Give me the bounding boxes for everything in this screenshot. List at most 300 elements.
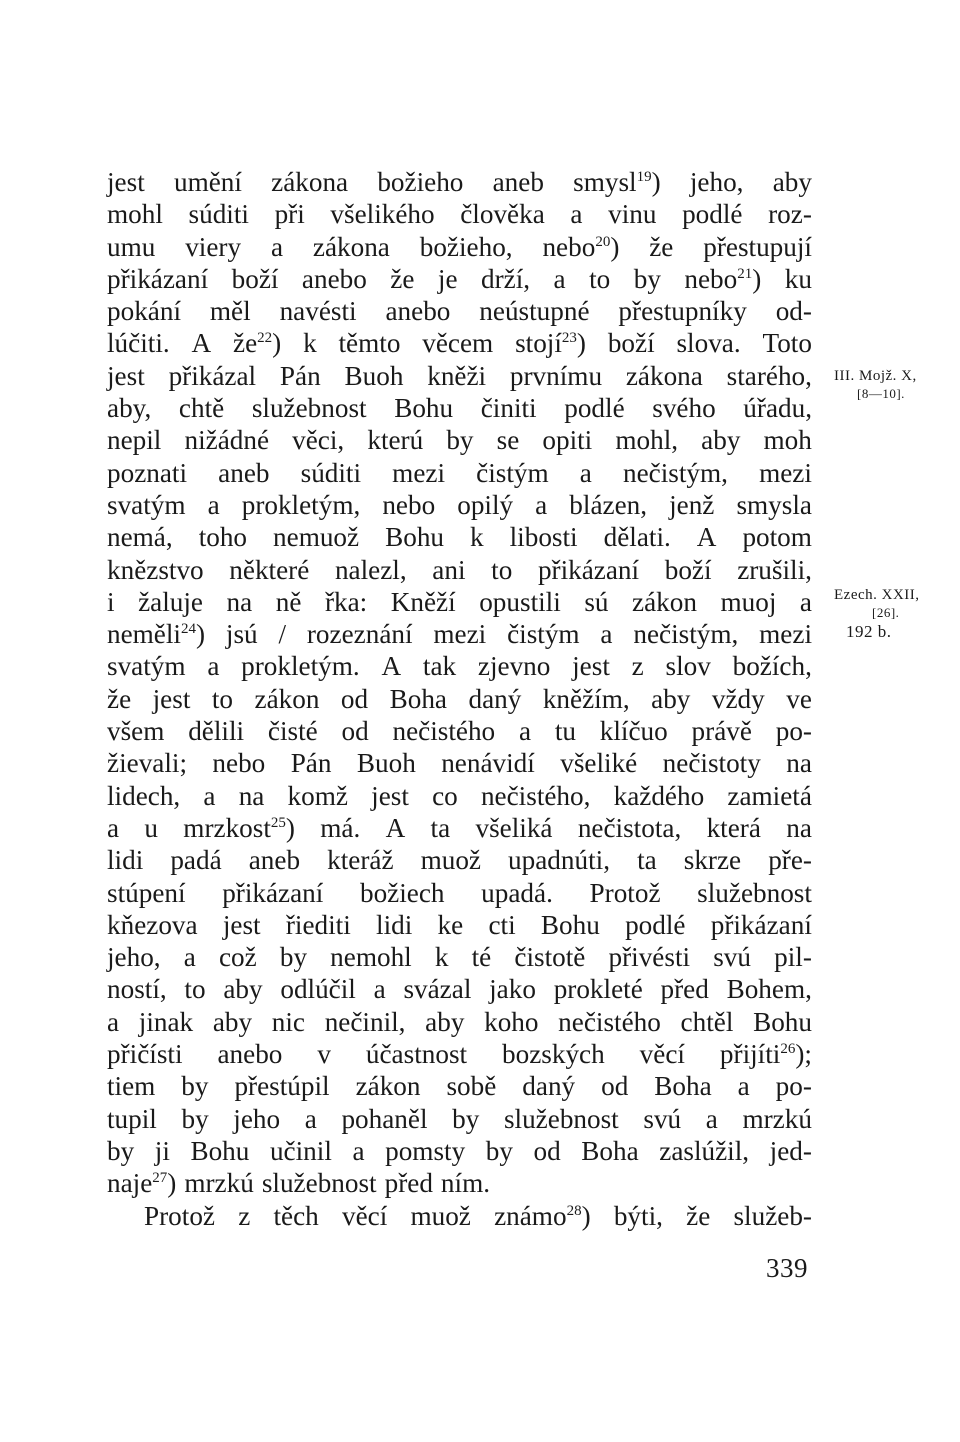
text-line [107,812,812,844]
word: řka: [324,586,368,617]
word: kňezova [107,909,198,940]
word: cti [488,909,516,940]
word: kterú [367,425,424,456]
text-line [107,747,812,779]
word: a [553,263,566,294]
word: stúpení [107,877,186,908]
word: by [485,1135,513,1166]
word: kněži [427,360,487,391]
word: boží [231,263,279,294]
word: opiti [542,425,593,456]
word: sú [584,586,609,617]
word: Boha [654,1071,712,1102]
text-line [107,231,812,263]
word: opustili [479,586,561,617]
word: ve [786,683,812,714]
text-line [107,715,812,747]
word: Bohem, [726,974,812,1005]
text-line [107,683,812,715]
word: a [535,489,548,520]
word: ke [437,909,464,940]
margin-note-main: 192 b. [846,622,892,641]
word: od [340,683,369,714]
word: od [601,1071,629,1102]
word: odlúčil [280,974,356,1005]
word: nečistého [558,1006,661,1037]
word: pře- [768,845,812,876]
word: naje$^{27}$) [107,1168,177,1199]
word: to [211,683,234,714]
word: opilý [457,489,514,520]
text-line [107,327,812,359]
word: božieho [377,167,464,197]
word: pomsty [385,1135,466,1166]
word: mrzkost$^{25}$) [183,812,295,843]
body-text [107,166,812,1232]
text-line [107,844,812,876]
word: Bohu [753,1006,812,1037]
word: mrzkú [184,1168,254,1199]
word: navésti [279,296,357,327]
word: by [446,425,474,456]
word: neústupné [479,296,590,327]
word: má. [320,812,361,843]
word: Protož [144,1200,215,1231]
word: jeho, [107,942,161,973]
word: od [533,1135,561,1166]
word: přivésti [608,942,691,973]
word: upadnúti, [508,845,610,876]
text-line [107,586,812,618]
word: Protož [589,877,661,908]
word: všem [107,716,165,747]
word: řiediti [285,909,351,940]
word: všeliká [475,812,553,843]
word: jinak [138,1006,194,1037]
word: ně [275,586,302,617]
word: to [589,263,611,294]
word: po- [775,716,812,747]
word: služebnost [251,393,367,424]
word: k [303,328,317,359]
word: jest [107,360,145,391]
word: roz- [768,199,812,230]
word: drží, [481,263,531,294]
word: a [207,651,220,682]
word: anebo [217,1039,283,1070]
word: Bohu [190,1135,250,1166]
word: a [183,942,196,973]
word: by [452,1103,480,1134]
word: súditi [300,457,362,488]
word: blázen, [569,489,648,520]
text-line [107,941,812,973]
word: A [385,812,406,843]
word: zákona [312,231,390,262]
word: slova. [676,328,741,359]
word: nečistého, [480,780,591,811]
word: zrušili, [737,554,812,585]
word: stojí$^{23}$) [515,328,586,359]
word: mezi [759,619,812,650]
word: čistotě [514,942,586,973]
text-line [107,489,812,521]
word: po- [775,1071,812,1102]
word: tak [422,651,457,682]
word: k [470,522,484,553]
word: aby [772,167,812,197]
word: nečistota, [577,812,682,843]
word: čisté [267,716,318,747]
word: nemohl [330,942,412,973]
word: lidi [107,845,144,876]
word: anebo [301,263,367,294]
word: a [600,619,613,650]
word: nic [271,1006,305,1037]
word: účastnost [365,1039,468,1070]
word: jsú [225,619,258,650]
word: jenž [669,489,715,520]
text-line [107,1167,812,1199]
word: nemá, [107,522,173,553]
word: Kněží [390,586,456,617]
word: zákona [625,360,703,391]
word: jest [222,909,261,940]
word: a [373,974,386,1005]
text-line [107,295,812,327]
word: to [184,974,206,1005]
word: boží [607,328,655,359]
word: těch [273,1200,319,1231]
word: co [432,780,458,811]
word: upadá. [481,877,553,908]
word: Bohu [385,522,445,553]
word: neměli$^{24}$) [107,619,206,650]
word: aneb [492,167,544,197]
word: že [649,231,674,262]
text-line [107,1070,812,1102]
word: umění [173,167,242,197]
word: prvnímu [509,360,603,391]
margin-note-main: III. Mojž. X, [834,368,917,384]
word: se [496,425,520,456]
word: jest [572,651,610,682]
word: prokletým, [241,489,361,520]
word: pil- [774,942,812,973]
word: vždy [711,683,765,714]
text-line [107,1200,812,1232]
word: a [107,812,120,843]
word: nečinil, [324,1006,406,1037]
word: moh [763,425,812,456]
word: aby [651,683,691,714]
word: lidi [376,909,413,940]
word: žievali; [107,748,188,779]
word: anebo [385,296,451,327]
word: ností, [107,974,167,1005]
word: zjevno [477,651,551,682]
word: a [579,457,592,488]
word: ku [784,263,812,294]
word: úřadu, [743,393,812,424]
word: při [274,199,305,230]
word: a [203,780,216,811]
word: Toto [762,328,812,359]
word: lúčiti. [107,328,170,359]
word: známo$^{28}$) [494,1200,591,1231]
word: Buoh [356,748,416,779]
word: k [434,942,449,973]
word: učinil [269,1135,332,1166]
word: nečistého [392,716,496,747]
word: nebo$^{21}$) [684,263,762,294]
text-line [107,457,812,489]
margin-note-reference [834,367,917,403]
word: božieho, [419,231,513,262]
text-line [107,1038,812,1070]
word: na [226,586,253,617]
word: na [786,812,812,843]
text-line [107,424,812,456]
word: těmto [338,328,401,359]
word: nečistým, [633,619,739,650]
word: božiech [359,877,445,908]
word: podlé [564,393,625,424]
word: mohl [107,199,163,230]
margin-note-folio [846,623,892,641]
text-line [107,877,812,909]
word: jed- [769,1135,812,1166]
word: i [107,586,115,617]
word: aby [212,1006,253,1037]
word: jest [107,167,145,197]
word: prokleté [553,974,643,1005]
text-line [107,780,812,812]
word: zákon [254,683,320,714]
text-line [107,392,812,424]
word: klíčuo [599,716,668,747]
word: jest [371,780,409,811]
word: súditi [188,199,249,230]
word: a [705,1103,718,1134]
word: Pán [279,360,321,391]
word: Bohu [540,909,600,940]
word: podlé [682,199,743,230]
word: služebnost [503,1103,619,1134]
word: Boha [581,1135,639,1166]
text-line [107,1135,812,1167]
word: přikázaní [107,263,209,294]
word: že [390,263,415,294]
word: je [437,263,458,294]
word: věcí [341,1200,388,1231]
word: pokání [107,296,181,327]
word: býti, [613,1200,663,1231]
word: koho [484,1006,539,1037]
word: by [633,263,661,294]
text-line [107,263,812,295]
word: to [491,554,513,585]
word: služebnost [261,1168,377,1199]
word: že [686,1200,711,1231]
word: nečistým, [622,457,728,488]
word: nepil [107,425,162,456]
word: té [471,942,492,973]
word: přestúpil [234,1071,330,1102]
word: služebnost [697,877,812,908]
word: přikázaní [222,877,324,908]
word: A [381,651,402,682]
word: muoj [720,586,777,617]
word: božích, [732,651,812,682]
word: skrze [683,845,742,876]
word: přikázaní [537,554,640,585]
word: a [207,489,220,520]
word: by [279,942,308,973]
word: by [181,1071,209,1102]
word: věci, [292,425,345,456]
word: komž [287,780,348,811]
word: pohaněl [341,1103,428,1134]
word: bozských [502,1039,605,1070]
word: dělili [188,716,245,747]
word: zákon [632,586,697,617]
word: viery [185,231,242,262]
word: nečistoty [662,748,761,779]
word: čistým [507,619,580,650]
word: vinu [608,199,657,230]
word: zákon [355,1071,421,1102]
word: na [238,780,265,811]
word: činiti [480,393,537,424]
word: některé [229,554,310,585]
word: chtě [178,393,225,424]
text-line [107,909,812,941]
word: smysl$^{19}$) [573,167,661,197]
word: nebo [212,748,266,779]
word: právě [691,716,752,747]
text-line [107,554,812,586]
text-line [107,521,812,553]
word: daný [468,683,522,714]
word: věcem [422,328,494,359]
word: chtěl [680,1006,734,1037]
word: by [181,1103,209,1134]
word: potom [742,522,812,553]
word: Pán [290,748,332,779]
word: a [270,231,284,262]
word: ji [154,1135,170,1166]
word: libosti [509,522,578,553]
word: přestupují [703,231,812,262]
word: mohl, [615,425,679,456]
word: muož [410,1200,471,1231]
word: čistým [476,457,549,488]
word: prokletým. [241,651,360,682]
word: smysla [736,489,812,520]
word: ta [430,812,451,843]
word: sobě [446,1071,497,1102]
word: svatým [107,651,186,682]
text-line [107,1103,812,1135]
word: podlé [625,909,686,940]
word: svázal [403,974,472,1005]
word: ta [637,845,657,876]
word: kněžím, [542,683,630,714]
text-line [107,650,812,682]
word: která [706,812,761,843]
word: což [218,942,257,973]
word: přikázaní [710,909,812,940]
word: všeliké [560,748,638,779]
word: z [631,651,644,682]
word: A [696,522,717,553]
word: tiem [107,1071,156,1102]
word: dělati. [603,522,671,553]
word: Boha [389,683,447,714]
word: přičísti [107,1039,183,1070]
word: a [570,199,583,230]
word: toho [198,522,248,553]
word: jest [152,683,191,714]
word: Buoh [344,360,404,391]
word: jeho [233,1103,281,1134]
word: Bohu [394,393,454,424]
word: by [107,1135,135,1166]
word: nebo$^{20}$) [542,231,620,262]
word: aby [701,425,741,456]
word: umu [107,231,156,262]
word: služeb- [733,1200,812,1231]
word: a [107,1006,120,1037]
page-number: 339 [766,1253,808,1283]
word: a [518,716,532,747]
word: / [278,619,287,650]
word: svatým [107,489,186,520]
word: zákona [271,167,349,197]
word: ním. [440,1168,491,1199]
text-line [107,618,812,650]
word: boží [664,554,712,585]
word: přestupníky [618,296,747,327]
word: a [304,1103,317,1134]
word: před [660,974,709,1005]
word: jako [489,974,536,1005]
word: nemuož [273,522,360,553]
word: mrzkú [742,1103,812,1134]
word: tu [554,716,576,747]
word: svého [652,393,716,424]
margin-note-sub: [26]. [872,605,900,620]
word: od- [775,296,812,327]
word: A [191,328,212,359]
word: nenávidí [441,748,535,779]
word: svú [643,1103,682,1134]
text-line [107,198,812,230]
word: u [144,812,158,843]
word: tupil [107,1103,157,1134]
word: zaslúžil, [659,1135,750,1166]
word: svú [713,942,751,973]
word: na [786,748,812,779]
word: od [341,716,369,747]
word: daný [522,1071,576,1102]
word: $že^{22}$) [233,328,282,359]
word: žaluje [138,586,203,617]
word: a [737,1071,750,1102]
word: mezi [433,619,487,650]
margin-note-main: Ezech. XXII, [834,587,920,603]
